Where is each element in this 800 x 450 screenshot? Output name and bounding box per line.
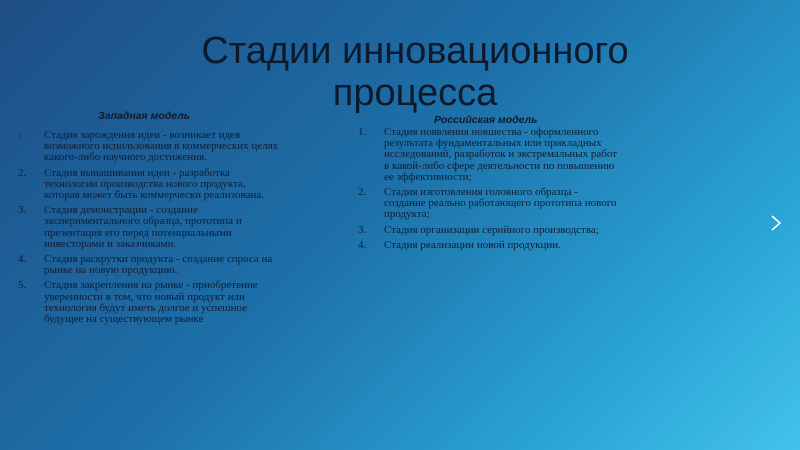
- slide-title: Стадии инновационного процесса: [201, 30, 629, 114]
- russian-model-list: [358, 127, 620, 255]
- chevron-right-icon[interactable]: [770, 215, 782, 231]
- list-item: [358, 225, 620, 236]
- list-number: 3.: [18, 204, 27, 217]
- list-number: 2.: [18, 166, 27, 179]
- list-text: Стадия изготовления головного образца - создание реально работающего прототипа нового продукта;: [384, 186, 617, 221]
- western-model-heading: Западная модель: [98, 110, 191, 122]
- list-item: [18, 280, 280, 325]
- list-number: 3.: [358, 223, 367, 236]
- list-text: Стадия появления новшества - оформленного результата фундаментальных или прикладных исследований, разработок и экстремальных работ в какой-либо сфере деятельности по повышению ее эффективности;: [384, 126, 618, 183]
- list-item: [18, 130, 280, 164]
- list-text: Стадия закрепления на рынке - приобретение уверенности в том, что новый продукт или технология будут иметь долгое и успешное будущее на существующем рынке: [44, 279, 258, 326]
- list-text: Стадия раскрутки продукта - создание спроса на рынке на новую продукцию.: [44, 253, 273, 277]
- list-item: [18, 168, 280, 202]
- list-number: 1.: [358, 126, 367, 138]
- list-number: 1.: [18, 134, 23, 140]
- list-text: Стадия вынашивания идеи - разработка технологии производства нового продукта, которая может быть коммерчески реализована.: [44, 166, 264, 202]
- list-item: [18, 254, 280, 276]
- russian-model-heading: Российская модель: [434, 114, 538, 126]
- list-item: [358, 127, 620, 183]
- western-model-list: [18, 130, 280, 329]
- list-number: 4.: [18, 253, 27, 266]
- list-item: [358, 187, 620, 221]
- list-text: Стадия зарождения идеи - возникает идея возможного использования в коммерческих целях какого-либо научного достижения.: [44, 129, 279, 164]
- list-number: 2.: [358, 186, 367, 199]
- list-text: Стадия демонстрации - создание экспериментального образца, прототипа и презентация его перед потенциальными инвесторами и заказчиками.: [44, 204, 242, 250]
- list-item: [358, 240, 620, 251]
- list-number: 5.: [18, 279, 27, 292]
- list-item: [18, 205, 280, 250]
- list-text: Стадия реализации новой продукции.: [384, 238, 561, 251]
- list-number: 4.: [358, 238, 367, 251]
- list-text: Стадия организации серийного производства;: [384, 223, 599, 236]
